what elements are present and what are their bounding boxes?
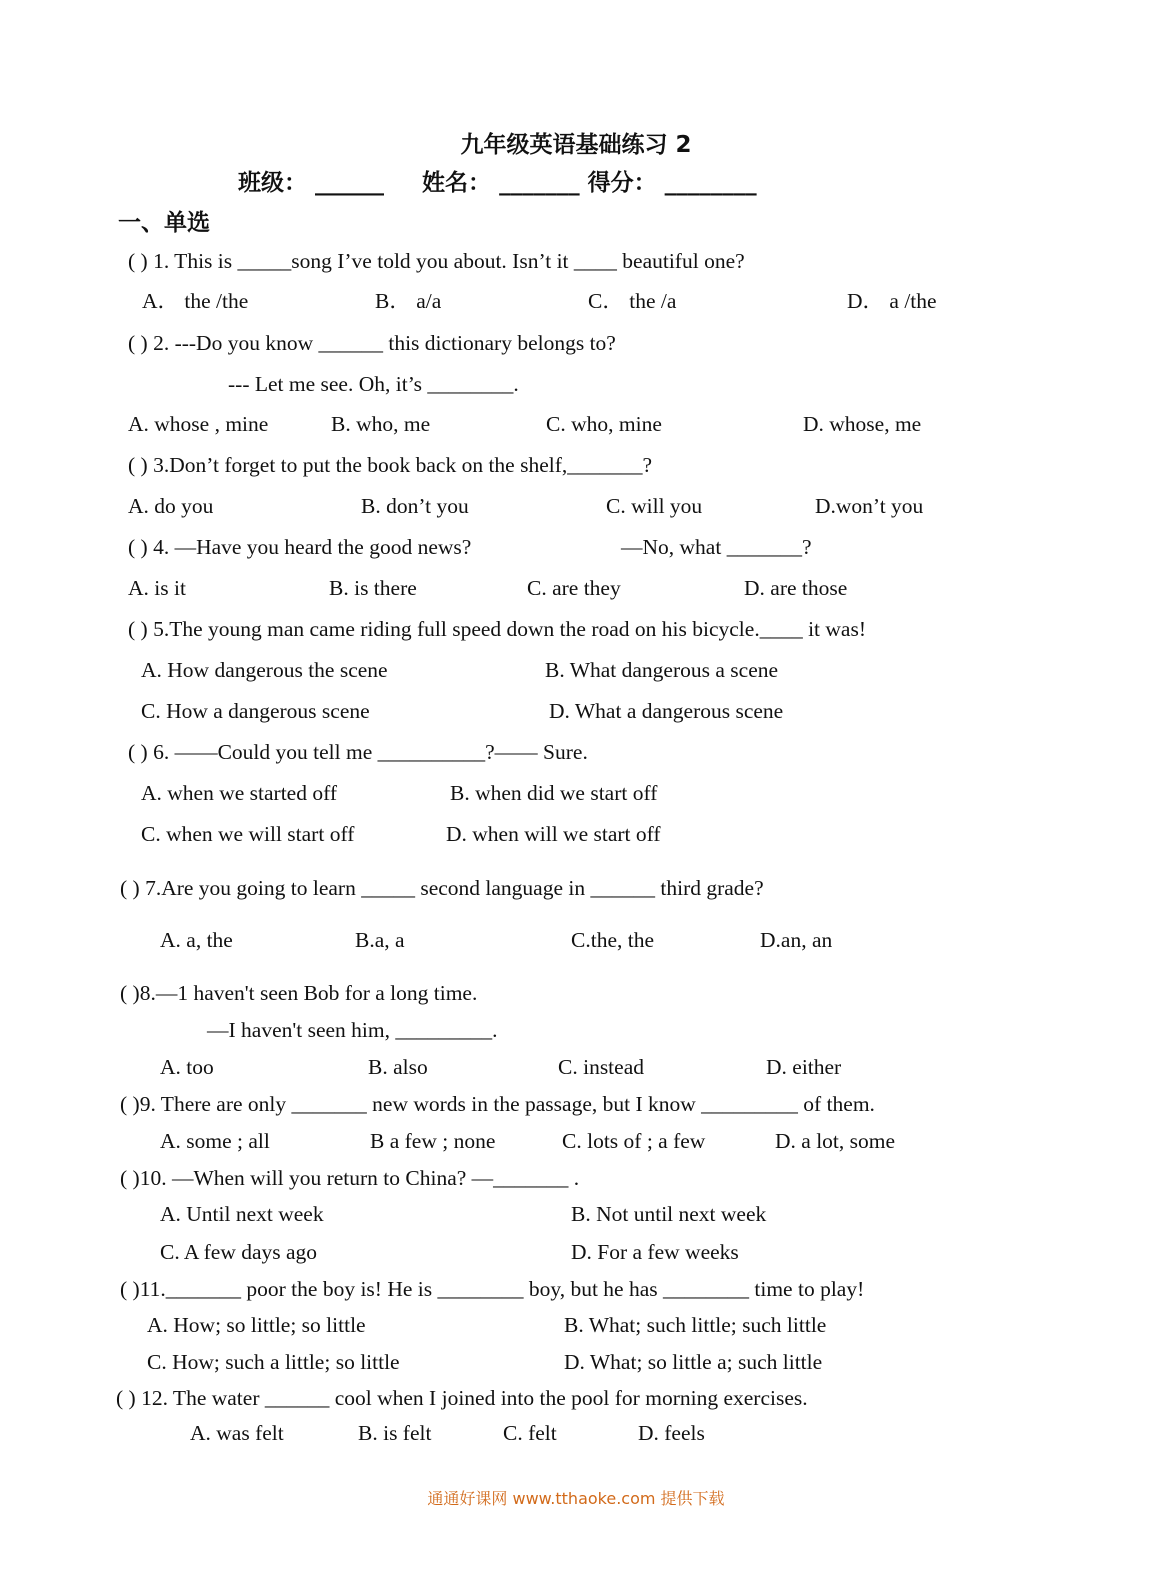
- question-12: ( ) 12. The water ______ cool when I joined into the pool for morning exercises.: [116, 1386, 808, 1410]
- q6-option-d: D. when will we start off: [446, 822, 661, 846]
- section-heading: 一、单选: [118, 210, 210, 236]
- question-4-reply: —No, what _______?: [621, 535, 812, 559]
- q5-option-c: C. How a dangerous scene: [141, 699, 370, 723]
- score-label: 得分：: [587, 170, 657, 196]
- q1-option-a: A． the /the: [142, 289, 249, 313]
- question-8: ( )8.—1 haven't seen Bob for a long time.: [120, 981, 478, 1005]
- q8-option-d: D. either: [766, 1055, 842, 1079]
- q2-option-c: C. who, mine: [546, 412, 662, 436]
- question-2-line-2: --- Let me see. Oh, it’s ________.: [228, 372, 519, 396]
- q11-option-d: D. What; so little a; such little: [564, 1350, 823, 1374]
- page-title: 九年级英语基础练习 2: [460, 132, 692, 158]
- q5-option-a: A. How dangerous the scene: [141, 658, 388, 682]
- q4-option-b: B. is there: [329, 576, 417, 600]
- q1-option-b: B． a/a: [375, 289, 442, 313]
- question-10: ( )10. —When will you return to China? —_______ .: [120, 1166, 580, 1190]
- q12-option-a: A. was felt: [190, 1421, 284, 1445]
- q3-option-b: B. don’t you: [361, 494, 469, 518]
- q10-option-c: C. A few days ago: [160, 1240, 318, 1264]
- question-7: ( ) 7.Are you going to learn _____ second language in ______ third grade?: [120, 876, 764, 900]
- q8-option-a: A. too: [160, 1055, 214, 1079]
- name-blank: _______: [499, 170, 580, 196]
- q11-option-a: A. How; so little; so little: [147, 1313, 366, 1337]
- q2-option-a: A. whose , mine: [128, 412, 269, 436]
- q3-option-c: C. will you: [606, 494, 703, 518]
- q9-option-a: A. some ; all: [160, 1129, 270, 1153]
- name-label: 姓名：: [422, 170, 492, 196]
- q7-option-d: D.an, an: [760, 928, 833, 952]
- q4-option-a: A. is it: [128, 576, 186, 600]
- q6-option-c: C. when we will start off: [141, 822, 355, 846]
- question-2: ( ) 2. ---Do you know ______ this dictionary belongs to?: [128, 331, 616, 355]
- question-4: ( ) 4. —Have you heard the good news?: [128, 535, 472, 559]
- question-11: ( )11._______ poor the boy is! He is ________ boy, but he has ________ time to play!: [120, 1277, 865, 1301]
- q9-option-b: B a few ; none: [370, 1129, 496, 1153]
- q4-option-c: C. are they: [527, 576, 621, 600]
- q3-option-a: A. do you: [128, 494, 214, 518]
- q7-option-c: C.the, the: [571, 928, 654, 952]
- q8-option-b: B. also: [368, 1055, 428, 1079]
- q3-option-d: D.won’t you: [815, 494, 924, 518]
- q12-option-d: D. feels: [638, 1421, 705, 1445]
- question-5: ( ) 5.The young man came riding full speed down the road on his bicycle.____ it was!: [128, 617, 866, 641]
- q4-option-d: D. are those: [744, 576, 848, 600]
- q10-option-a: A. Until next week: [160, 1202, 324, 1226]
- q2-option-b: B. who, me: [331, 412, 431, 436]
- footer-watermark[interactable]: 通通好课网 www.tthaoke.com 提供下载: [427, 1489, 725, 1508]
- q2-option-d: D. whose, me: [803, 412, 922, 436]
- q6-option-a: A. when we started off: [141, 781, 338, 805]
- q1-option-c: C． the /a: [588, 289, 677, 313]
- question-9: ( )9. There are only _______ new words in the passage, but I know _________ of them.: [120, 1092, 875, 1116]
- q11-option-c: C. How; such a little; so little: [147, 1350, 400, 1374]
- q1-option-d: D． a /the: [847, 289, 937, 313]
- q9-option-c: C. lots of ; a few: [562, 1129, 706, 1153]
- q12-option-c: C. felt: [503, 1421, 557, 1445]
- q7-option-b: B.a, a: [355, 928, 405, 952]
- question-6: ( ) 6. ——Could you tell me __________?—— Sure.: [128, 740, 588, 764]
- question-3: ( ) 3.Don’t forget to put the book back on the shelf,_______?: [128, 453, 653, 477]
- student-info-line: [238, 164, 757, 197]
- q12-option-b: B. is felt: [358, 1421, 432, 1445]
- q8-option-c: C. instead: [558, 1055, 644, 1079]
- class-label: 班级：: [238, 170, 307, 196]
- question-8-line-2: —I haven't seen him, _________.: [207, 1018, 498, 1042]
- q6-option-b: B. when did we start off: [450, 781, 658, 805]
- q5-option-b: B. What dangerous a scene: [545, 658, 779, 682]
- q11-option-b: B. What; such little; such little: [564, 1313, 827, 1337]
- question-1: ( ) 1. This is _____song I’ve told you about. Isn’t it ____ beautiful one?: [128, 249, 745, 273]
- q10-option-b: B. Not until next week: [571, 1202, 767, 1226]
- q5-option-d: D. What a dangerous scene: [549, 699, 784, 723]
- q7-option-a: A. a, the: [160, 928, 233, 952]
- q9-option-d: D. a lot, some: [775, 1129, 896, 1153]
- q10-option-d: D. For a few weeks: [571, 1240, 739, 1264]
- class-blank: ______: [315, 170, 385, 196]
- score-blank: ________: [664, 170, 757, 196]
